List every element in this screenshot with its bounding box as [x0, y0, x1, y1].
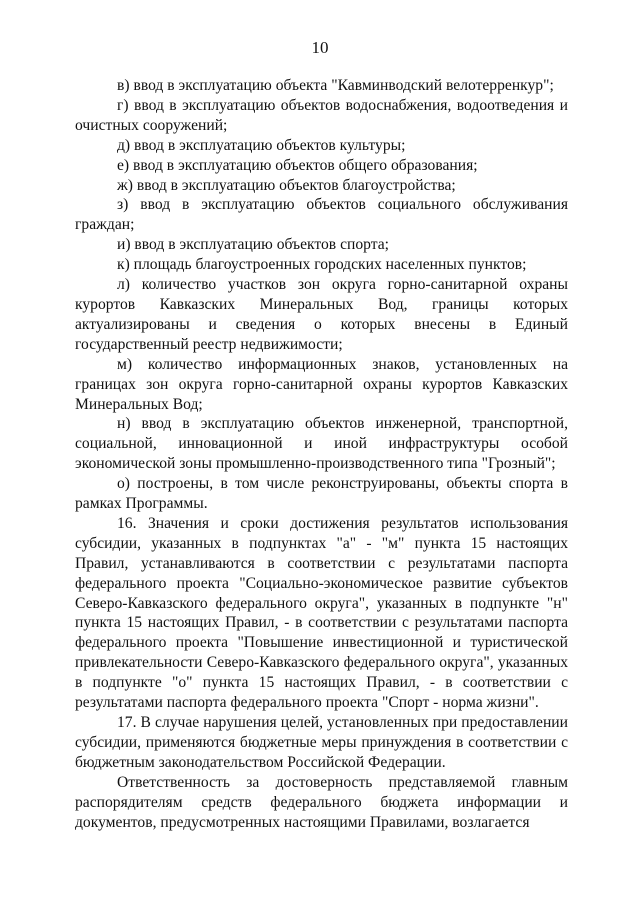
- document-body: [75, 76, 568, 832]
- paragraph-item-z: з) ввод в эксплуатацию объектов социального обслуживания граждан;: [75, 196, 568, 234]
- paragraph-16: 16. Значения и сроки достижения результатов использования субсидии, указанных в подпунктах "а" - "м" пункта 15 настоящих Правил, устанавливаются в соответствии с результатами паспорта федерального проекта "Социально-экономическое развитие субъектов Северо-Кавказского федерального округа", указанных в подпункте "н" пункта 15 настоящих Правил, - в соответствии с результатами паспорта федерального проекта "Повышение инвестиционной и туристической привлекательности Северо-Кавказского федерального округа", указанных в подпункте "о" пункта 15 настоящих Правил, - в соответствии с результатами паспорта федерального проекта "Спорт - норма жизни".: [75, 514, 568, 712]
- paragraph-item-e: е) ввод в эксплуатацию объектов общего образования;: [117, 156, 478, 174]
- paragraph-item-i: и) ввод в эксплуатацию объектов спорта;: [117, 236, 389, 254]
- paragraph-responsibility: Ответственность за достоверность представляемой главным распорядителям средств федерального бюджета информации и документов, предусмотренных настоящими Правилами, возлагается: [75, 773, 568, 831]
- page-number: 10: [311, 38, 329, 57]
- paragraph-item-d: д) ввод в эксплуатацию объектов культуры;: [117, 136, 406, 154]
- paragraph-item-v: в) ввод в эксплуатацию объекта "Кавминводский велотерренкур";: [117, 77, 554, 94]
- paragraph-item-n: н) ввод в эксплуатацию объектов инженерной, транспортной, социальной, инновационной и иной инфраструктуры особой экономической зоны промышленно-производственного типа "Грозный";: [75, 415, 568, 473]
- paragraph-17: 17. В случае нарушения целей, установленных при предоставлении субсидии, применяются бюджетные меры принуждения в соответствии с бюджетным законодательством Российской Федерации.: [75, 714, 568, 771]
- paragraph-item-m: м) количество информационных знаков, установленных на границах зон округа горно-санитарной охраны курортов Кавказских Минеральных Вод;: [75, 355, 568, 413]
- paragraph-item-l: л) количество участков зон округа горно-санитарной охраны курортов Кавказских Минеральных Вод, границы которых актуализированы и сведения о которых внесены в Единый государственный реестр недвижимости;: [75, 276, 568, 353]
- paragraph-item-g: г) ввод в эксплуатацию объектов водоснабжения, водоотведения и очистных сооружений;: [75, 96, 568, 134]
- paragraph-item-k: к) площадь благоустроенных городских населенных пунктов;: [117, 256, 527, 274]
- paragraph-item-o: о) построены, в том числе реконструированы, объекты спорта в рамках Программы.: [75, 475, 568, 513]
- paragraph-item-zh: ж) ввод в эксплуатацию объектов благоустройства;: [117, 176, 456, 194]
